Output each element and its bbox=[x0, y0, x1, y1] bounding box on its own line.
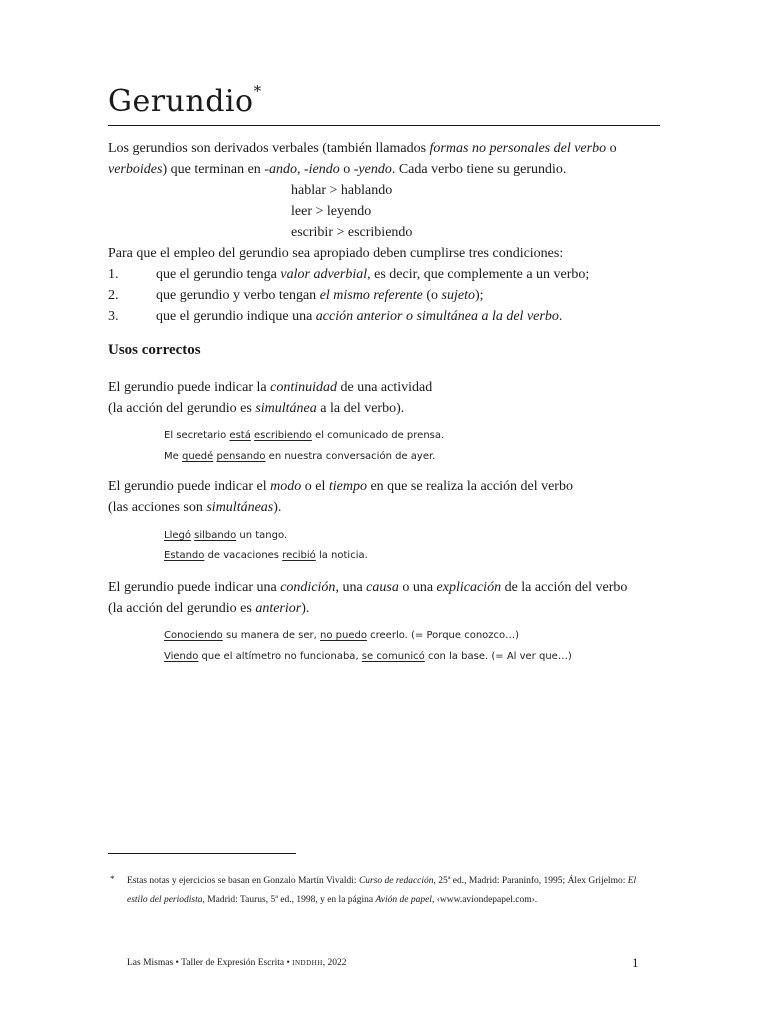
condition-plain: (o bbox=[422, 288, 442, 303]
condition-plain: que el gerundio indique una bbox=[156, 309, 316, 324]
condition-italic: sujeto bbox=[441, 288, 475, 303]
use-line bbox=[108, 398, 432, 419]
example-underlined-verb: Llegó bbox=[164, 530, 191, 541]
example-plain: un tango. bbox=[236, 530, 288, 541]
use-line bbox=[108, 497, 573, 518]
example-sentence bbox=[164, 450, 435, 464]
use-plain: o una bbox=[398, 580, 437, 595]
condition-plain: . bbox=[558, 309, 563, 324]
condition-plain: ); bbox=[474, 288, 484, 303]
use-plain: ). bbox=[301, 601, 310, 616]
footnote-italic: El estilo del periodista bbox=[127, 876, 637, 905]
intro-text: Los gerundios son derivados verbales (también llamados bbox=[108, 141, 430, 156]
use-line bbox=[108, 577, 627, 598]
condition-text bbox=[156, 285, 484, 306]
use-description bbox=[108, 476, 573, 518]
use-plain: (la acción del gerundio es bbox=[108, 601, 256, 616]
example-sentence bbox=[164, 629, 519, 643]
title-text: Gerundio bbox=[108, 84, 254, 119]
footnote-italic: Curso de redacción bbox=[358, 876, 434, 886]
conjugation-example: escribir > escribiendo bbox=[291, 225, 413, 240]
condition-number: 1. bbox=[108, 267, 119, 282]
page-title bbox=[108, 84, 262, 119]
intro-italic: formas no personales del verbo bbox=[429, 141, 607, 156]
title-underline bbox=[108, 125, 660, 126]
use-plain: ). bbox=[273, 500, 282, 515]
use-plain: de la acción del verbo bbox=[501, 580, 628, 595]
use-plain: en que se realiza la acción del verbo bbox=[366, 479, 573, 494]
page-footer bbox=[127, 958, 347, 968]
example-underlined-verb: escribiendo bbox=[254, 430, 312, 441]
example-sentence bbox=[164, 429, 444, 443]
use-plain: (la acción del gerundio es bbox=[108, 401, 256, 416]
use-italic: explicación bbox=[436, 580, 502, 595]
condition-italic: valor adverbial bbox=[280, 267, 368, 282]
example-plain: Me bbox=[164, 451, 182, 462]
condition-text bbox=[156, 264, 589, 285]
condition-plain: , es decir, que complemente a un verbo; bbox=[367, 267, 590, 282]
example-underlined-verb: recibió bbox=[282, 550, 316, 561]
footer-year: , 2022 bbox=[322, 958, 347, 968]
intro-text: o bbox=[606, 141, 617, 156]
example-plain: su manera de ser, bbox=[222, 630, 320, 641]
footer-institution: INDDHH bbox=[292, 959, 323, 967]
conjugation-example: leer > leyendo bbox=[291, 204, 372, 219]
example-underlined-verb: no puedo bbox=[320, 630, 367, 641]
use-italic: tiempo bbox=[328, 479, 367, 494]
condition-italic: el mismo referente bbox=[319, 288, 423, 303]
example-plain: con la base. (= Al ver que…) bbox=[424, 651, 572, 662]
use-italic: modo bbox=[270, 479, 302, 494]
condition-italic: acción anterior o simultánea a la del verbo bbox=[315, 309, 559, 324]
use-plain: El gerundio puede indicar una bbox=[108, 580, 281, 595]
example-underlined-verb: pensando bbox=[216, 451, 266, 462]
footnote-plain: , 25ª ed., Madrid: Paraninfo, 1995; Álex Grijelmo: bbox=[433, 876, 628, 886]
use-italic: anterior bbox=[255, 601, 302, 616]
section-heading: Usos correctos bbox=[108, 342, 201, 358]
intro-paragraph bbox=[108, 138, 668, 180]
use-description bbox=[108, 577, 627, 619]
intro-italic: -yendo bbox=[353, 162, 392, 177]
footnote-plain: Estas notas y ejercicios se basan en Gonzalo Martín Vivaldi: bbox=[127, 876, 359, 886]
example-sentence bbox=[164, 549, 368, 563]
use-italic: simultáneas bbox=[206, 500, 274, 515]
use-italic: continuidad bbox=[270, 380, 337, 395]
use-plain: El gerundio puede indicar el bbox=[108, 479, 271, 494]
page-number: 1 bbox=[632, 955, 639, 970]
intro-italic: -ando, -iendo bbox=[264, 162, 340, 177]
condition-number: 2. bbox=[108, 288, 119, 303]
condition-plain: que el gerundio tenga bbox=[156, 267, 281, 282]
use-line bbox=[108, 377, 432, 398]
example-plain: creerlo. (= Porque conozco…) bbox=[366, 630, 520, 641]
example-underlined-verb: se comunicó bbox=[361, 651, 425, 662]
use-italic: causa bbox=[366, 580, 399, 595]
intro-text: ) que terminan en bbox=[162, 162, 265, 177]
footnote-mark: * bbox=[110, 874, 115, 884]
use-plain: a la del verbo). bbox=[316, 401, 405, 416]
footnote-plain: , ‹www.aviondepapel.com›. bbox=[431, 895, 538, 905]
example-underlined-verb: está bbox=[229, 430, 251, 441]
intro-italic: verboides bbox=[108, 162, 163, 177]
example-plain: que el altímetro no funcionaba, bbox=[198, 651, 362, 662]
use-plain: de una actividad bbox=[337, 380, 433, 395]
condition-plain: que gerundio y verbo tengan bbox=[156, 288, 320, 303]
example-plain: El secretario bbox=[164, 430, 230, 441]
example-underlined-verb: Estando bbox=[164, 550, 205, 561]
use-italic: simultánea bbox=[255, 401, 317, 416]
example-plain: el comunicado de prensa. bbox=[311, 430, 445, 441]
use-italic: condición bbox=[280, 580, 336, 595]
use-description bbox=[108, 377, 432, 419]
example-plain: de vacaciones bbox=[204, 550, 283, 561]
conditions-intro: Para que el empleo del gerundio sea apropiado deben cumplirse tres condiciones: bbox=[108, 246, 564, 261]
condition-number: 3. bbox=[108, 309, 119, 324]
example-underlined-verb: silbando bbox=[194, 530, 237, 541]
footer-text: Las Mismas • Taller de Expresión Escrita • bbox=[127, 958, 293, 968]
footnote-italic: Avión de papel bbox=[375, 895, 432, 905]
footnote-text bbox=[127, 872, 652, 910]
example-underlined-verb: Viendo bbox=[164, 651, 199, 662]
example-underlined-verb: Conociendo bbox=[164, 630, 223, 641]
use-plain: El gerundio puede indicar la bbox=[108, 380, 271, 395]
footnote-separator bbox=[108, 853, 296, 854]
use-line bbox=[108, 476, 573, 497]
intro-text: o bbox=[339, 162, 354, 177]
use-plain: , una bbox=[335, 580, 367, 595]
footnote-plain: , Madrid: Taurus, 5ª ed., 1998, y en la página bbox=[202, 895, 376, 905]
title-footnote-mark: * bbox=[253, 82, 262, 100]
use-plain: o el bbox=[301, 479, 329, 494]
use-line bbox=[108, 598, 627, 619]
example-plain: la noticia. bbox=[315, 550, 368, 561]
example-plain: en nuestra conversación de ayer. bbox=[265, 451, 436, 462]
intro-text: . Cada verbo tiene su gerundio. bbox=[391, 162, 567, 177]
condition-text bbox=[156, 306, 562, 327]
example-underlined-verb: quedé bbox=[181, 451, 214, 462]
example-sentence bbox=[164, 529, 287, 543]
conjugation-example: hablar > hablando bbox=[291, 183, 393, 198]
example-sentence bbox=[164, 650, 572, 664]
use-plain: (las acciones son bbox=[108, 500, 207, 515]
